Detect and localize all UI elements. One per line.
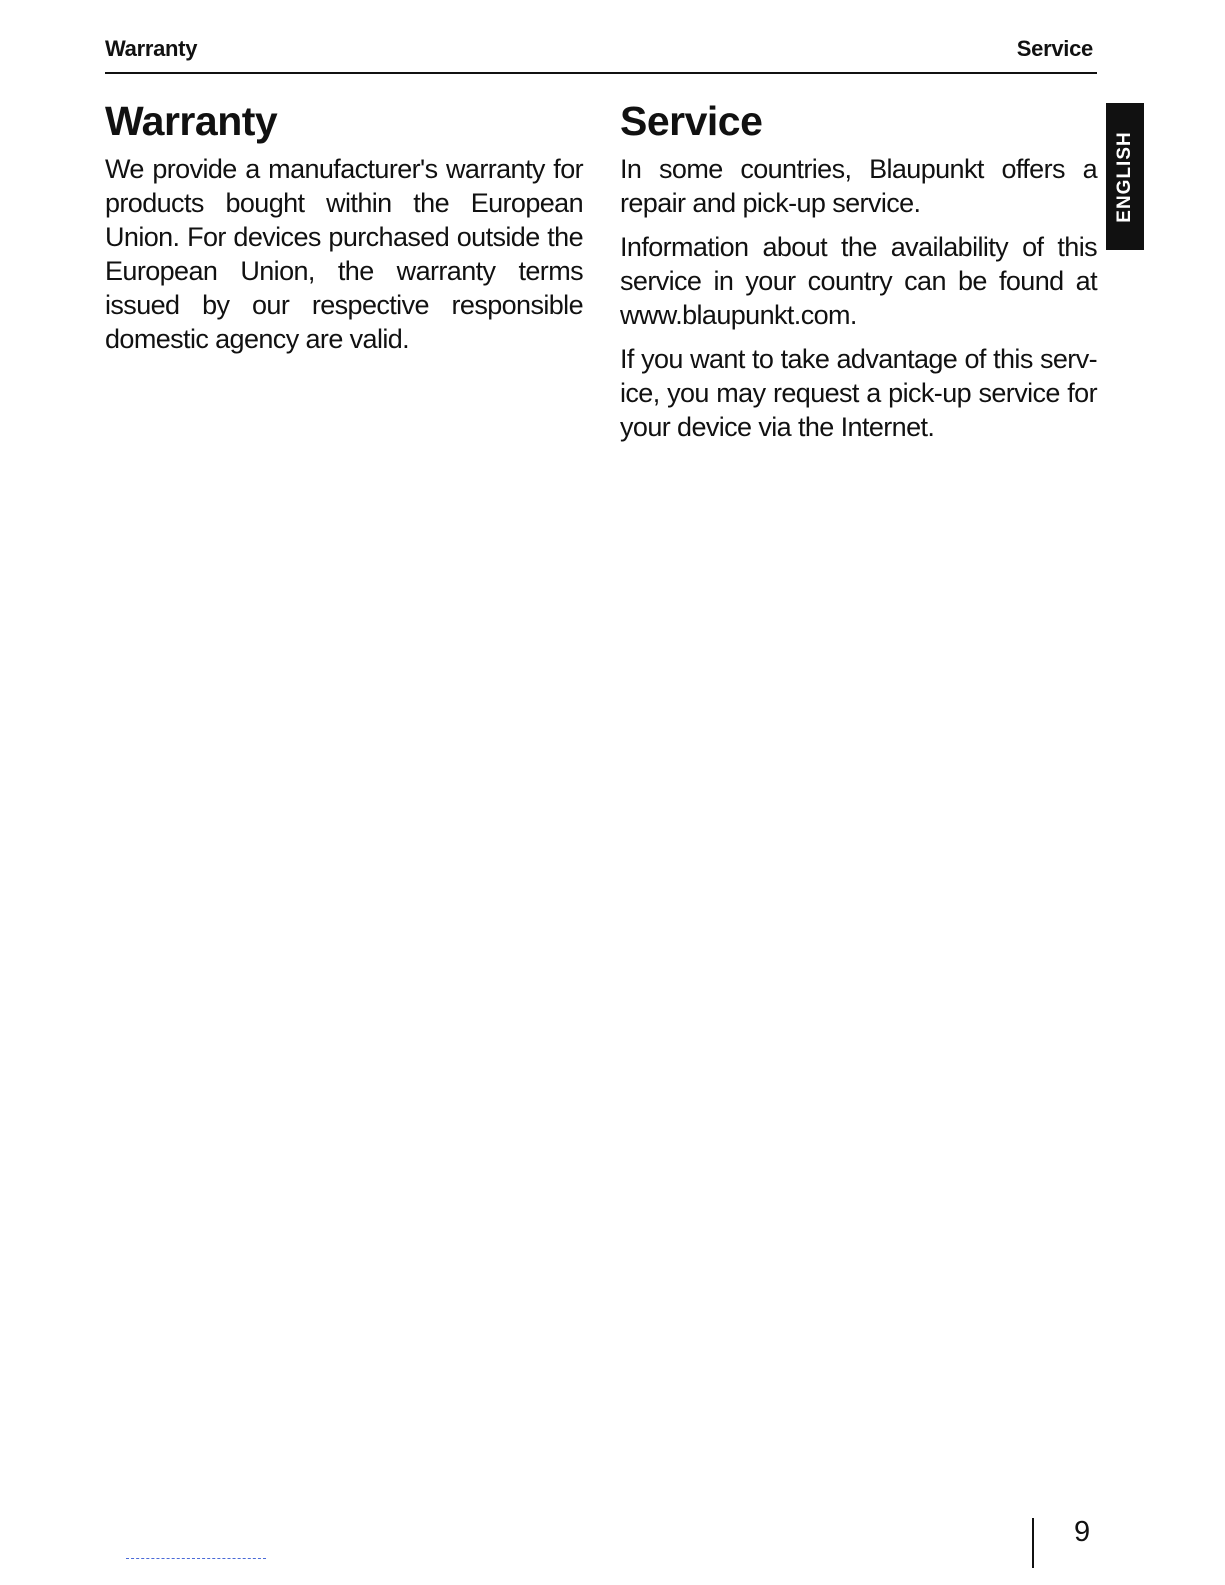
service-heading: Service xyxy=(620,98,763,144)
page-number: 9 xyxy=(1074,1516,1091,1548)
language-tab-label: ENGLISH xyxy=(1114,130,1135,223)
bottom-divider xyxy=(126,1558,266,1559)
header-section-right: Service xyxy=(1016,36,1093,61)
warranty-heading: Warranty xyxy=(105,98,278,144)
running-header xyxy=(105,34,1097,74)
service-paragraph-3: If you want to take advantage of this serv-ice, you may request a pick-up service for your device via the Internet. xyxy=(620,344,1097,442)
warranty-section xyxy=(105,96,583,366)
service-paragraph-1: In some countries, Blaupunkt offers a repair and pick-up service. xyxy=(620,154,1097,218)
warranty-paragraph: We provide a manufacturer's warranty for products bought within the European Union. For devices purchased outside the European Union, the warranty terms issued by our respective responsible domestic agency are valid. xyxy=(105,154,583,354)
language-tab xyxy=(1106,103,1144,250)
header-section-left: Warranty xyxy=(105,36,198,61)
page-number-rule xyxy=(1032,1518,1034,1568)
service-paragraph-2: Information about the availability of this service in your country can be found at www.blaupunkt.com. xyxy=(620,232,1097,330)
service-section xyxy=(620,96,1097,454)
